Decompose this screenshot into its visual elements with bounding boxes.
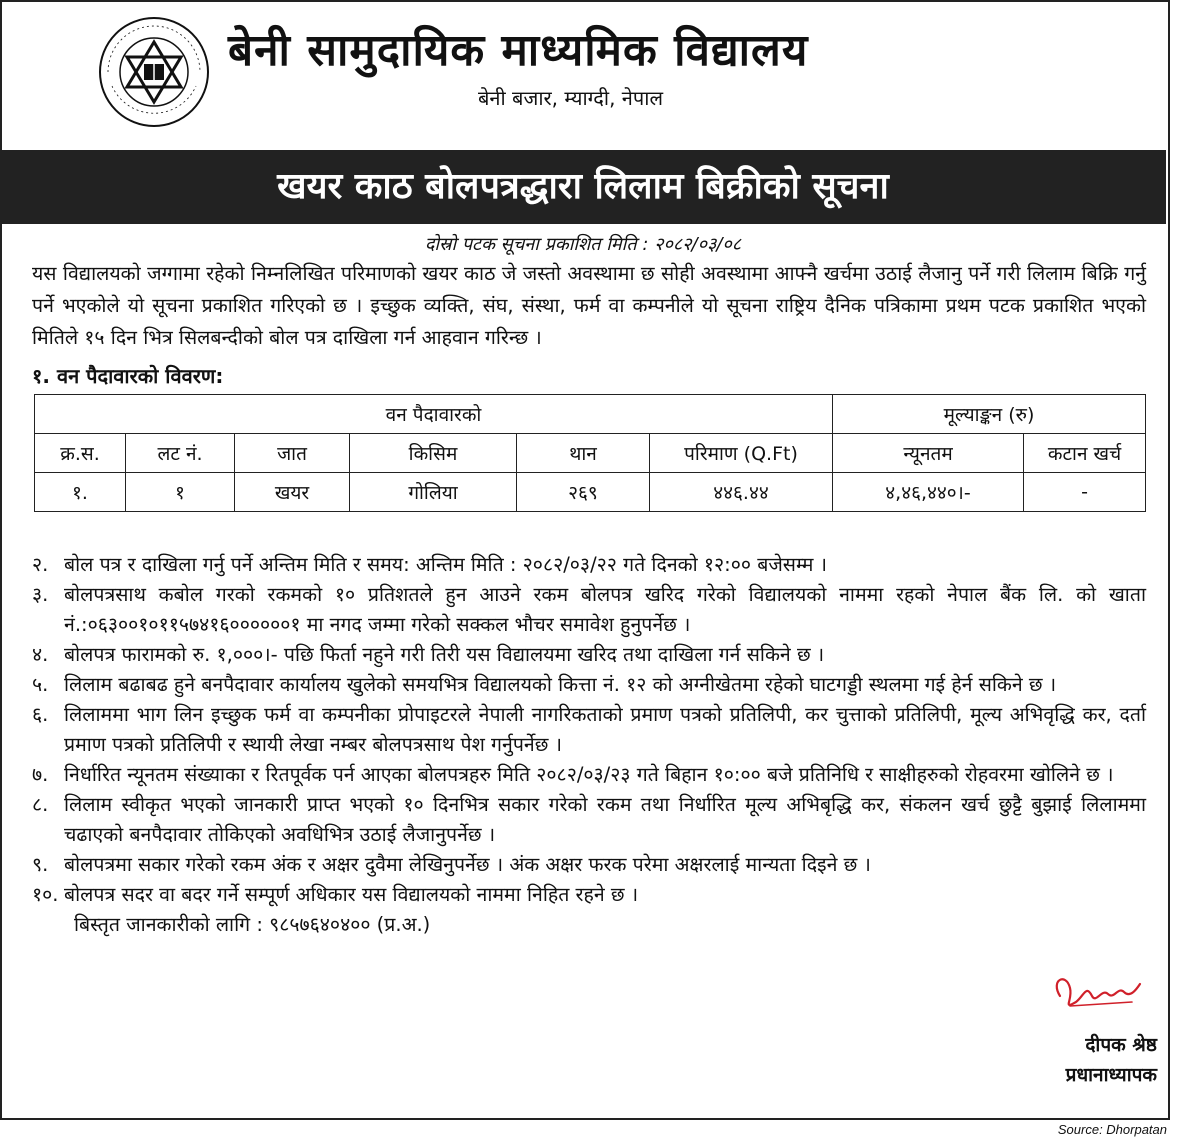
condition-number: ६. [32,703,49,726]
condition-number: ५. [32,673,49,696]
publish-date: दोस्रो पटक सूचना प्रकाशित मिति : २०८२/०३/०८ [424,234,742,255]
contact-info: बिस्तृत जानकारीको लागि : ९८५७६४०४०० (प्र.अ.) [74,913,431,936]
condition-item [32,700,1146,760]
condition-item [32,670,1146,700]
cell-cutting-cost: - [1024,473,1146,512]
condition-item [32,640,1146,670]
cell-type: गोलिया [350,473,517,512]
condition-item [32,760,1146,790]
col-header-serial: क्र.स. [35,434,126,473]
group-header-valuation: मूल्याङ्कन (रु) [833,395,1146,434]
condition-text: लिलाम बढाबढ हुने बनपैदावार कार्यालय खुलेको समयभित्र विद्यालयको कित्ता नं. १२ को अग्नीखेतमा रहेको घाटगड्डी स्थलमा गई हेर्न सकिने छ । [64,673,1057,696]
condition-item [32,880,1146,910]
conditions-list [32,550,1146,940]
condition-text: लिलाममा भाग लिन इच्छुक फर्म वा कम्पनीका प्रोपाइटरले नेपाली नागरिकताको प्रमाण पत्रको प्रतिलिपी, कर चुत्ताको प्रतिलिपी, मूल्य अभिवृद्धि कर, दर्ता प्रमाण पत्रको प्रतिलिपी र स्थायी लेखा नम्बर बोलपत्रसाथ पेश गर्नुपर्नेछ । [64,703,1146,756]
col-header-type: किसिम [350,434,517,473]
condition-text: निर्धारित न्यूनतम संख्याका र रितपूर्वक पर्न आएका बोलपत्रहरु मिति २०८२/०३/२३ गते बिहान १०:०० बजे प्रतिनिधि र साक्षीहरुको रोहवरमा खोलिने छ । [64,763,1114,786]
table-row [35,473,1146,512]
condition-number: ७. [32,763,49,786]
condition-text: बोलपत्र फारामको रु. १,०००।- पछि फिर्ता नहुने गरी तिरी यस विद्यालयमा खरिद तथा दाखिला गर्न सकिने छ । [64,643,825,666]
col-header-cutting-cost: कटान खर्च [1024,434,1146,473]
condition-item [32,580,1146,640]
col-header-species: जात [235,434,350,473]
source-credit: Source: Dhorpatan [1057,1122,1167,1137]
condition-text: लिलाम स्वीकृत भएको जानकारी प्राप्त भएको १० दिनभित्र सकार गरेको रकम तथा निर्धारित मूल्य अभिबृद्धि कर, संकलन खर्च छुट्टै बुझाई लिलाममा चढाएको बनपैदावार तोकिएको अवधिभित्र उठाई लैजानुपर्नेछ । [64,793,1146,846]
notice-intro: यस विद्यालयको जग्गामा रहेको निम्नलिखित परिमाणको खयर काठ जे जस्तो अवस्थामा छ सोही अवस्थामा आफ्नै खर्चमा उठाई लैजानु पर्ने गरी लिलाम बिक्रि गर्नु पर्ने भएकोले यो सूचना प्रकाशित गरिएको छ । इच्छुक व्यक्ति, संघ, संस्था, फर्म वा कम्पनीले यो सूचना राष्ट्रिय दैनिक पत्रिकामा प्रथम पटक प्रकाशित भएको मितिले १५ दिन भित्र सिलबन्दीको बोल पत्र दाखिला गर्न आहवान गरिन्छ । [32,262,1146,349]
school-address: बेनी बजार, म्याग्दी, नेपाल [478,86,664,110]
table-group-header-row [35,395,1146,434]
condition-number: ४. [32,643,49,666]
notice-title: खयर काठ बोलपत्रद्धारा लिलाम बिक्रीको सूचना [0,150,1166,224]
section-title: १. वन पैदावारको विवरण: [32,364,224,388]
cell-lot: १ [126,473,235,512]
condition-item [32,550,1146,580]
cell-quantity: ४४६.४४ [650,473,833,512]
condition-text: बोलपत्रसाथ कबोल गरको रकमको १० प्रतिशतले हुन आउने रकम बोलपत्र खरिद गरेको विद्यालयको नाममा रहको नेपाल बैंक लि. को खाता नं.:०६३००१०११५७४१६००००००१ मा नगद जम्मा गरेको सक्कल भौचर समावेश हुनुपर्नेछ । [64,583,1146,636]
table-header-row [35,434,1146,473]
condition-number: ३. [32,583,49,606]
signature-mark [1040,966,1148,1018]
signer-name: दीपक श्रेष्ठ [1085,1034,1157,1056]
group-header-product: वन पैदावारको [35,395,833,434]
condition-number: ८. [32,793,49,816]
condition-text: बोलपत्र सदर वा बदर गर्ने सम्पूर्ण अधिकार यस विद्यालयको नाममा निहित रहने छ । [64,883,639,906]
condition-item [32,790,1146,850]
col-header-quantity: परिमाण (Q.Ft) [650,434,833,473]
cell-count: २६९ [517,473,650,512]
condition-text: बोल पत्र र दाखिला गर्नु पर्ने अन्तिम मिति र समय: अन्तिम मिति : २०८२/०३/२२ गते दिनको १२:०० बजेसम्म । [64,553,828,576]
col-header-count: थान [517,434,650,473]
school-name: बेनी सामुदायिक माध्यमिक विद्यालय [228,25,809,76]
cell-species: खयर [235,473,350,512]
condition-number: १०. [32,883,59,906]
notice-header [0,0,1166,150]
col-header-minimum: न्यूनतम [833,434,1024,473]
cell-minimum: ४,४६,४४०।- [833,473,1024,512]
condition-item [32,850,1146,880]
condition-number: ९. [32,853,49,876]
signer-block [1066,1030,1157,1090]
col-header-lot: लट नं. [126,434,235,473]
cell-serial: १. [35,473,126,512]
condition-number: २. [32,553,49,576]
condition-text: बोलपत्रमा सकार गरेको रकम अंक र अक्षर दुवैमा लेखिनुपर्नेछ । अंक अक्षर फरक परेमा अक्षरलाई मान्यता दिइने छ । [64,853,871,876]
school-logo [98,16,210,128]
forest-product-table [34,394,1146,512]
signer-title: प्रधानाध्यापक [1065,1064,1157,1086]
